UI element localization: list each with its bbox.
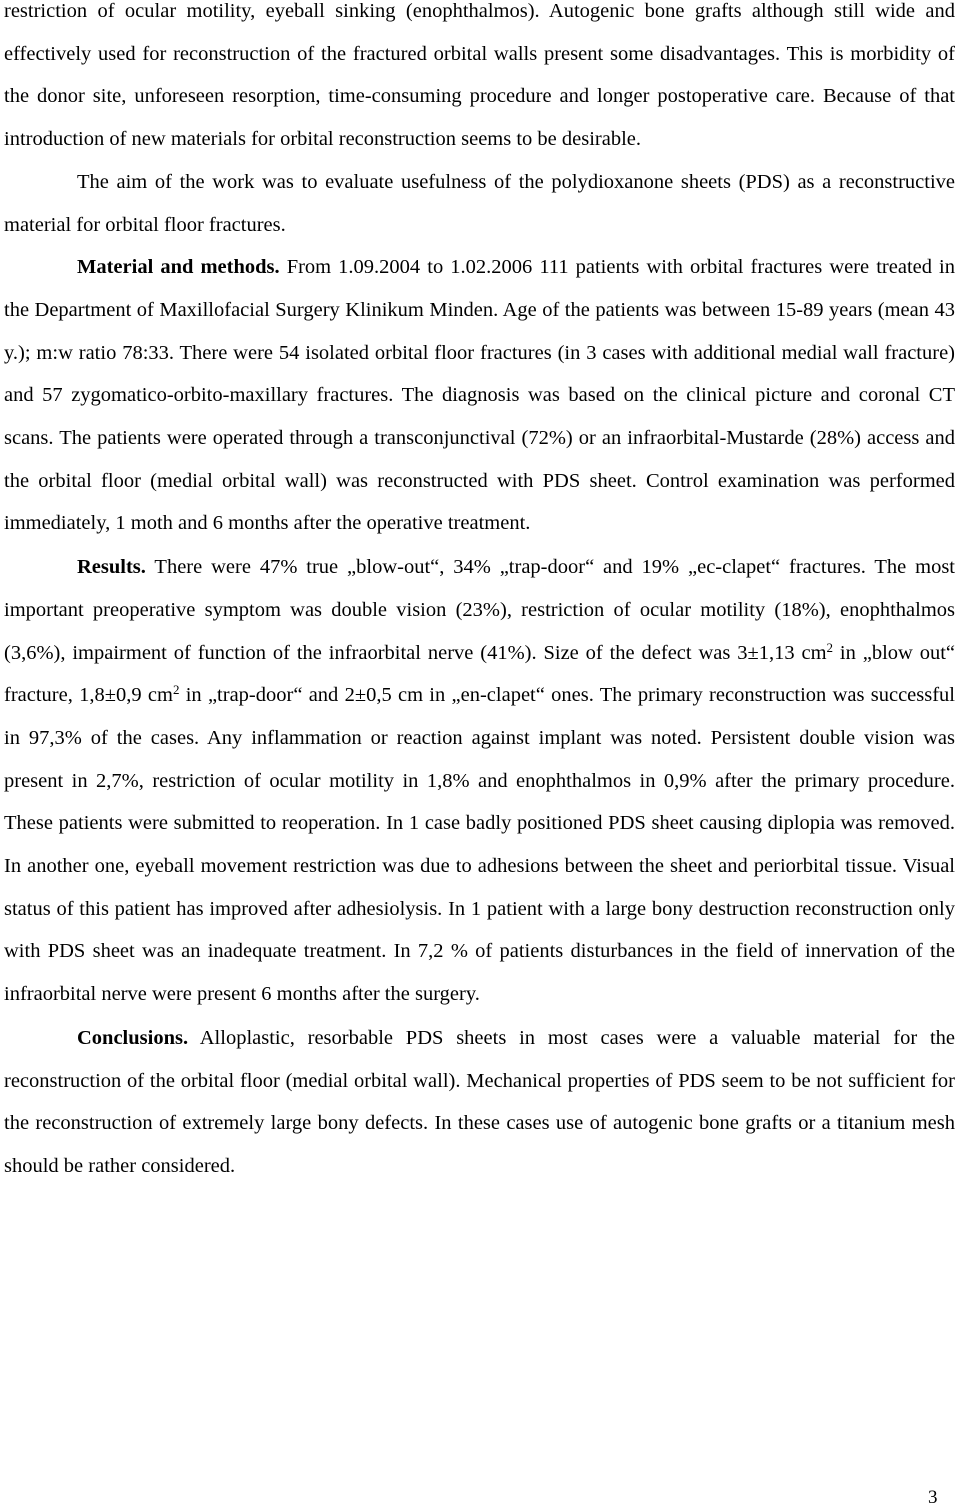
conclusions-paragraph bbox=[4, 1017, 955, 1188]
results-paragraph bbox=[4, 546, 955, 1016]
aim-paragraph: The aim of the work was to evaluate usefulness of the polydioxanone sheets (PDS) as a reconstructive material for orbital floor fractures. bbox=[4, 170, 955, 236]
methods-paragraph bbox=[4, 246, 955, 545]
results-superscript-1: 2 bbox=[826, 639, 834, 655]
results-superscript-2: 2 bbox=[172, 682, 180, 698]
page-number: 3 bbox=[928, 1487, 938, 1508]
results-text-2: in „blow out“ fracture, 1,8±0,9 cm bbox=[4, 641, 956, 707]
document-page bbox=[4, 0, 955, 1188]
methods-heading: Material and methods. bbox=[77, 256, 280, 279]
methods-text: From 1.09.2004 to 1.02.2006 111 patients with orbital fractures were treated in the Department of Maxillofacial Surgery Klinikum Minden. Age of the patients was between 15-89 years (mean 43 y.); m:w ratio 78:33. There were 54 isolated orbital floor fractures (in 3 cases with additional medial wall fracture) and 57 zygomatico-orbito-maxillary fractures. The diagnosis was based on the clinical picture and coronal CT scans. The patients were operated through a transconjunctival (72%) or an infraorbital-Mustarde (28%) access and the orbital floor (medial orbital wall) was reconstructed with PDS sheet. Control examination was performed immediately, 1 moth and 6 months after the operative treatment. bbox=[4, 256, 955, 535]
results-heading: Results. bbox=[77, 556, 146, 579]
conclusions-heading: Conclusions. bbox=[77, 1026, 189, 1049]
results-text-3: in „trap-door“ and 2±0,5 cm in „en-clapet“ ones. The primary reconstruction was successful in 97,3% of the cases. Any inflammation or reaction against implant was noted. Persistent double vision was present in 2,7%, restriction of ocular motility in 1,8% and enophthalmos in 0,9% after the primary procedure. These patients were submitted to reoperation. In 1 case badly positioned PDS sheet causing diplopia was removed. In another one, eyeball movement restriction was due to adhesions between the sheet and periorbital tissue. Visual status of this patient has improved after adhesiolysis. In 1 patient with a large bony destruction reconstruction only with PDS sheet was an inadequate treatment. In 7,2 % of patients disturbances in the field of innervation of the infraorbital nerve were present 6 months after the surgery. bbox=[4, 684, 955, 1006]
results-text-1: There were 47% true „blow-out“, 34% „trap-door“ and 19% „ec-clapet“ fractures. The most important preoperative symptom was double vision (23%), restriction of ocular motility (18%), enophthalmos (3,6%), impairment of function of the infraorbital nerve (41%). Size of the defect was 3±1,13 cm bbox=[4, 556, 955, 664]
intro-paragraph: restriction of ocular motility, eyeball sinking (enophthalmos). Autogenic bone grafts although still wide and effectively used for reconstruction of the fractured orbital walls present some disadvantages. This is morbidity of the donor site, unforeseen resorption, time-consuming procedure and longer postoperative care. Because of that introduction of new materials for orbital reconstruction seems to be desirable. bbox=[4, 0, 955, 151]
conclusions-text: Alloplastic, resorbable PDS sheets in most cases were a valuable material for the reconstruction of the orbital floor (medial orbital wall). Mechanical properties of PDS seem to be not sufficient for the reconstruction of extremely large bony defects. In these cases use of autogenic bone grafts or a titanium mesh should be rather considered. bbox=[4, 1026, 955, 1177]
